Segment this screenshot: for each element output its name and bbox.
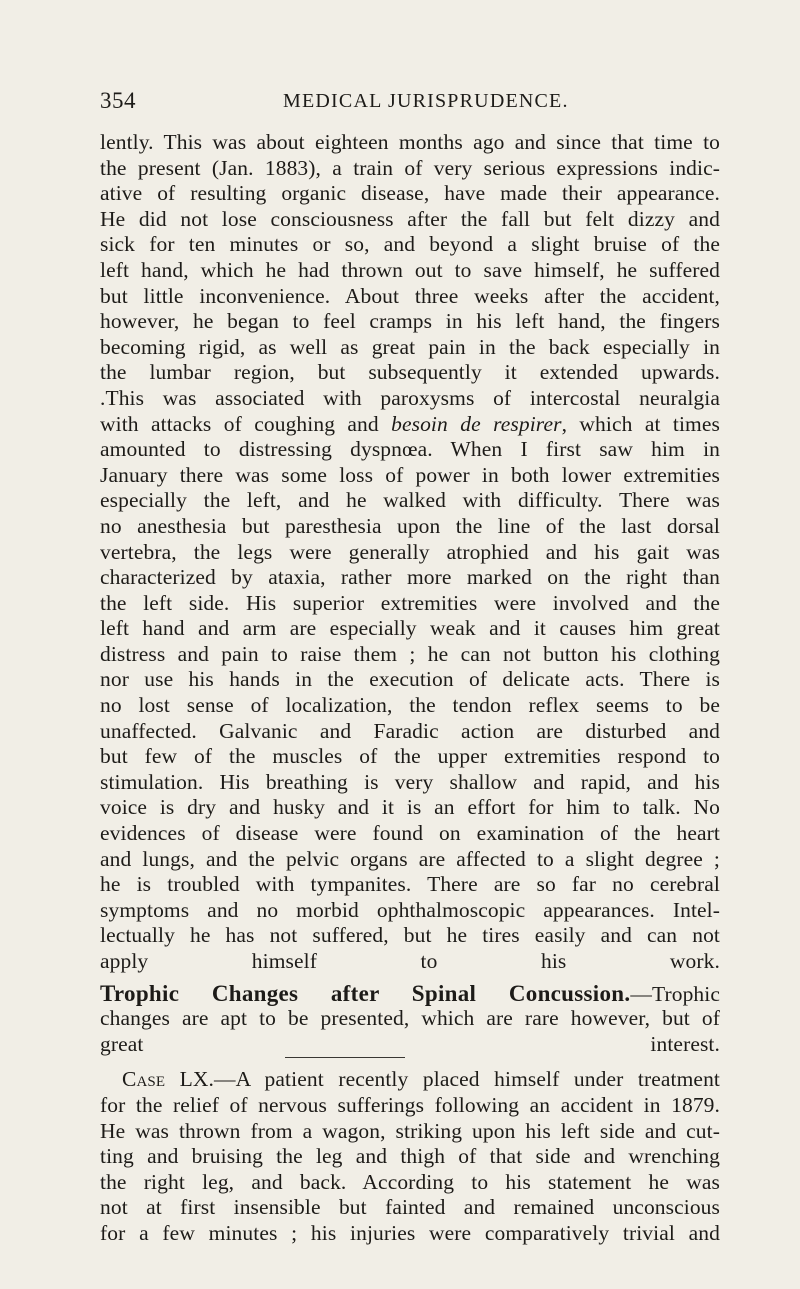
text-line: not at first insensible but fainted and remained unconscious xyxy=(100,1195,720,1220)
text-line: nor use his hands in the execution of delicate acts. There is xyxy=(100,667,720,692)
section-paragraph xyxy=(100,1006,720,1057)
text-line: the lumbar region, but subsequently it extended upwards. xyxy=(100,360,720,385)
text-line: no lost sense of localization, the tendon reflex seems to be xyxy=(100,693,720,718)
text-line: symptoms and no morbid ophthalmoscopic appearances. Intel- xyxy=(100,897,720,922)
text-line: ative of resulting organic disease, have made their appearance. xyxy=(100,181,720,206)
text-line: voice is dry and husky and it is an effort for him to talk. No xyxy=(100,795,720,820)
case-first-line xyxy=(100,1067,720,1093)
text-line: vertebra, the legs were generally atrophied and his gait was xyxy=(100,539,720,564)
text-line: and lungs, and the pelvic organs are affected to a slight degree ; xyxy=(100,846,720,871)
running-head: MEDICAL JURISPRUDENCE. xyxy=(283,90,569,112)
text-line: He did not lose consciousness after the fall but felt dizzy and xyxy=(100,206,720,231)
text-line: January there was some loss of power in both lower extremities xyxy=(100,462,720,487)
page-header xyxy=(0,88,800,118)
text-line: especially the left, and he walked with difficulty. There was xyxy=(100,488,720,513)
text-line: for a few minutes ; his injuries were comparatively trivial and xyxy=(100,1220,720,1245)
divider-rule xyxy=(100,1057,720,1067)
text-line: the right leg, and back. According to his statement he was xyxy=(100,1169,720,1194)
text-line: changes are apt to be presented, which are rare however, but of xyxy=(100,1006,720,1031)
text-line: no anesthesia but paresthesia upon the line of the last dorsal xyxy=(100,513,720,538)
text-line: lectually he has not suffered, but he tires easily and can not xyxy=(100,923,720,948)
text-line: however, he began to feel cramps in his left hand, the fingers xyxy=(100,309,720,334)
text-line: characterized by ataxia, rather more marked on the right than xyxy=(100,565,720,590)
text-line: left hand, which he had thrown out to save himself, he suffered xyxy=(100,257,720,282)
text-line: the present (Jan. 1883), a train of very serious expressions indic- xyxy=(100,155,720,180)
text-line: for the relief of nervous sufferings following an accident in 1879. xyxy=(100,1092,720,1117)
text-line: .This was associated with paroxysms of intercostal neuralgia xyxy=(100,385,720,410)
text-line: but little inconvenience. About three weeks after the accident, xyxy=(100,283,720,308)
text-line: amounted to distressing dyspnœa. When I first saw him in xyxy=(100,437,720,462)
page-number: 354 xyxy=(100,88,136,113)
section-heading-line xyxy=(100,981,720,1007)
section-heading: Trophic Changes after Spinal Concussion. xyxy=(100,980,631,1006)
text-line: with attacks of coughing and besoin de respirer, which at times xyxy=(100,411,720,436)
case-label: Case LX. xyxy=(122,1067,214,1092)
text-line: great interest. xyxy=(100,1031,720,1056)
text-line: lently. This was about eighteen months ago and since that time to xyxy=(100,130,720,154)
text-line: left hand and arm are especially weak and it causes him great xyxy=(100,616,720,641)
body-text xyxy=(100,130,720,1247)
text-line: He was thrown from a wagon, striking upon his left side and cut- xyxy=(100,1118,720,1143)
section-heading-rest: —Trophic xyxy=(630,981,720,1006)
text-line: becoming rigid, as well as great pain in the back especially in xyxy=(100,334,720,359)
text-line: distress and pain to raise them ; he can not button his clothing xyxy=(100,641,720,666)
text-line: evidences of disease were found on examination of the heart xyxy=(100,821,720,846)
text-line: apply himself to his work. xyxy=(100,949,720,973)
text-line: sick for ten minutes or so, and beyond a slight bruise of the xyxy=(100,232,720,257)
text-line: the left side. His superior extremities were involved and the xyxy=(100,590,720,615)
text-line: ting and bruising the leg and thigh of that side and wrenching xyxy=(100,1144,720,1169)
text-line: stimulation. His breathing is very shallow and rapid, and his xyxy=(100,769,720,794)
text-line: he is troubled with tympanites. There are so far no cerebral xyxy=(100,872,720,897)
text-line: unaffected. Galvanic and Faradic action are disturbed and xyxy=(100,718,720,743)
text-line: but few of the muscles of the upper extremities respond to xyxy=(100,744,720,769)
paragraph-continued xyxy=(100,130,720,975)
case-first-line-text: —A patient recently placed himself under treatment xyxy=(213,1067,720,1092)
case-paragraph xyxy=(100,1093,720,1247)
